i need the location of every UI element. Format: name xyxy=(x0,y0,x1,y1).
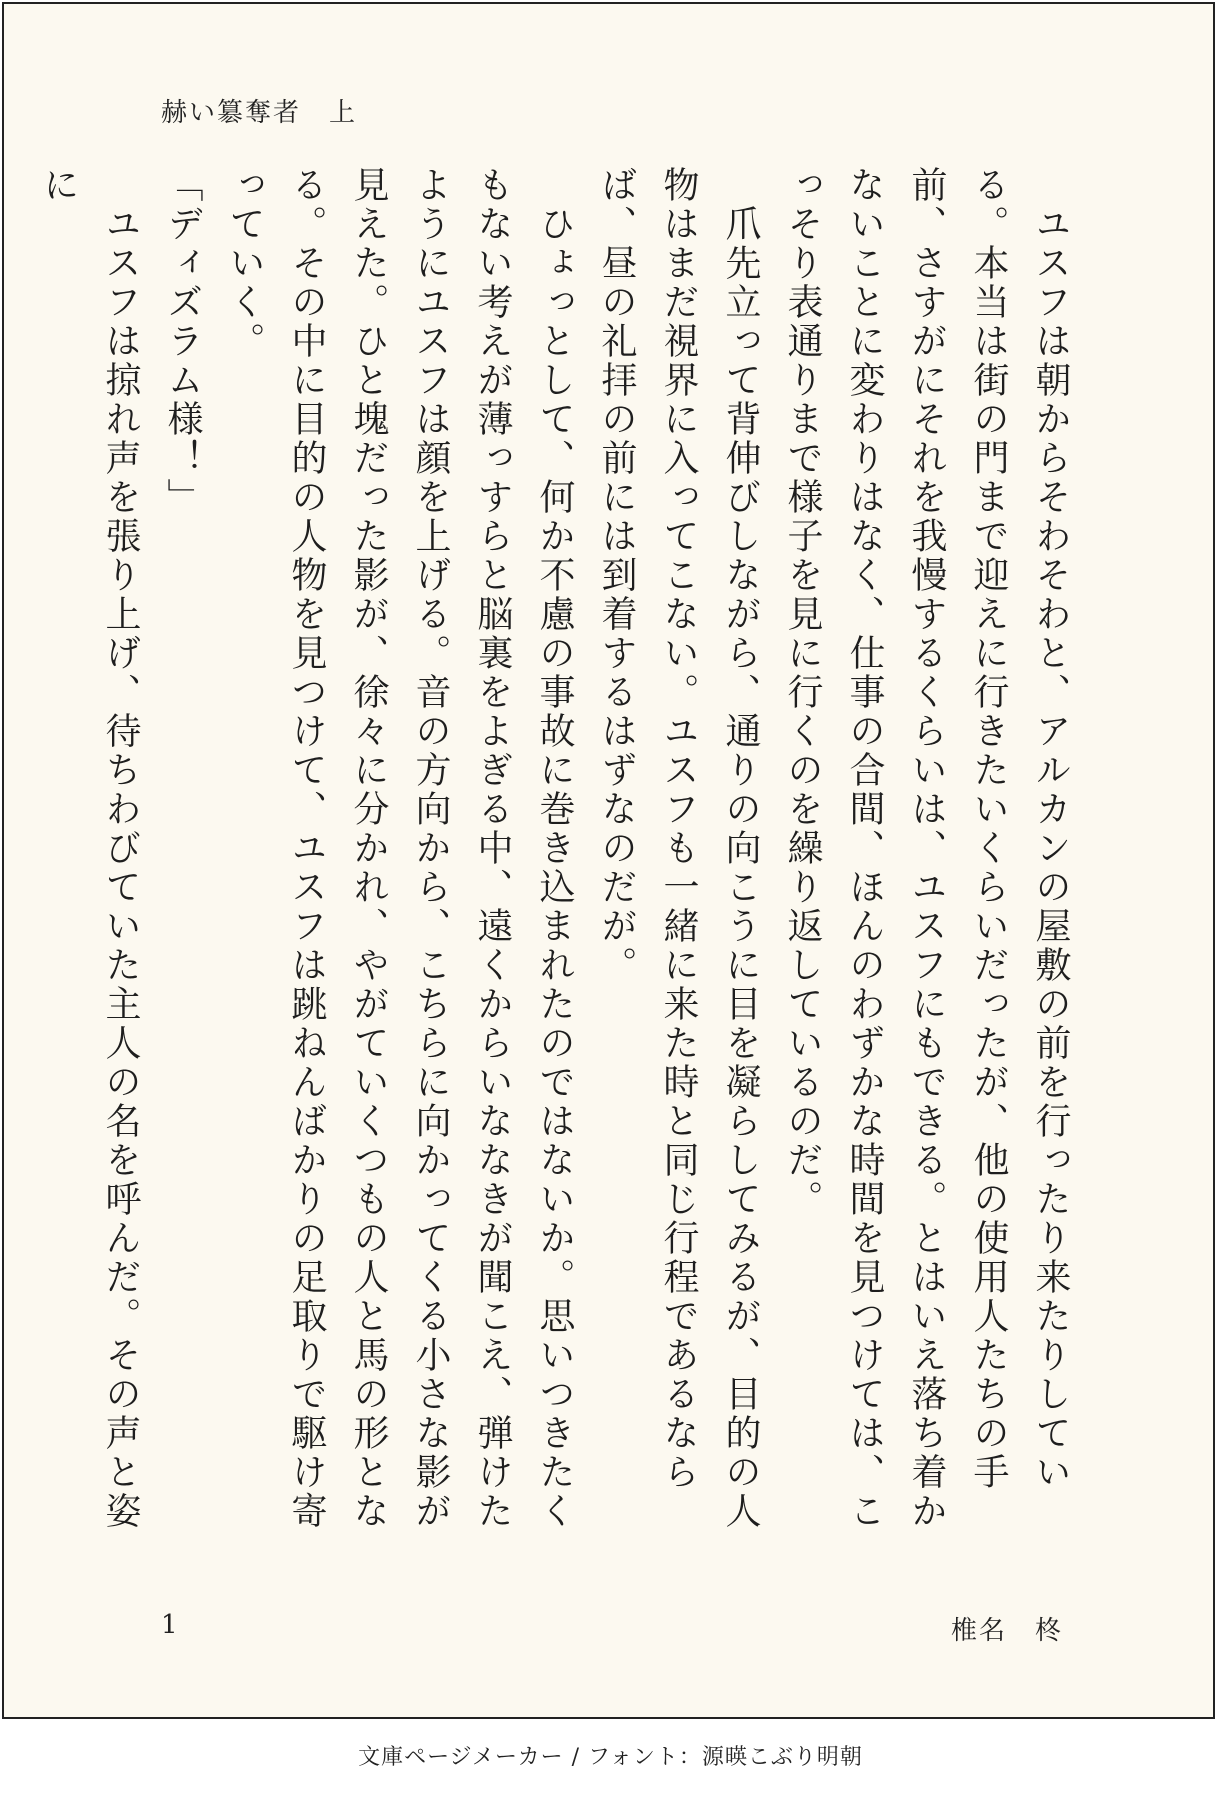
paragraph-4-dialogue: 「ディズラム様！」 xyxy=(162,166,203,517)
paragraph-2: 爪先立って背伸びしながら、通りの向こうに目を凝らしてみるが、目的の人物はまだ視界に入ってこない。ユスフも一緒に来た時と同じ行程であるならば、昼の礼拝の前には到着するはずなのだが。 xyxy=(596,166,761,1531)
running-header-title: 赫い簒奪者 上 xyxy=(161,98,358,128)
paragraph-1: ユスフは朝からそわそわと、アルカンの屋敷の前を行ったり来たりしている。本当は街の門まで迎えに行きたいくらいだったが、他の使用人たちの手前、さすがにそれを我慢するくらいは、ユスフにもできる。とはいえ落ち着かないことに変わりはなく、仕事の合間、ほんのわずかな時間を見つけては、こっそり表通りまで様子を見に行くのを繰り返しているのだ。 xyxy=(782,166,1071,1531)
paragraph-3: ひょっとして、何か不慮の事故に巻き込まれたのではないか。思いつきたくもない考えが薄っすらと脳裏をよぎる中、遠くからいななきが聞こえ、弾けたようにユスフは顔を上げる。音の方向から、こちらに向かってくる小さな影が見えた。ひと塊だった影が、徐々に分かれ、やがていくつもの人と馬の形となる。その中に目的の人物を見つけて、ユスフは跳ねんばかりの足取りで駆け寄っていく。 xyxy=(224,166,575,1531)
paragraph-5: ユスフは掠れ声を張り上げ、待ちわびていた主人の名を呼んだ。その声と姿に xyxy=(38,166,141,1531)
author-name: 椎名 柊 xyxy=(950,1616,1063,1646)
generator-credit: 文庫ページメーカー / フォント：源暎こぶり明朝 xyxy=(358,1745,863,1770)
vertical-body-text xyxy=(27,166,1081,1541)
page-number: 1 xyxy=(161,1610,178,1640)
book-page xyxy=(2,2,1215,1719)
